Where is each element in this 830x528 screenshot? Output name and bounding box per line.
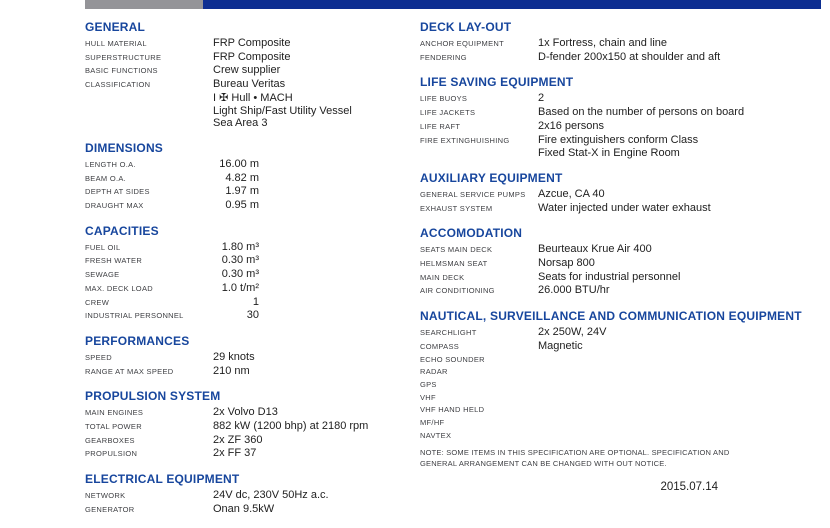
spec-value: Crew supplier: [213, 64, 281, 77]
spec-value: 2x ZF 360: [213, 433, 263, 446]
spec-value: Light Ship/Fast Utility Vessel: [213, 104, 352, 117]
spec-label: FUEL OIL: [85, 242, 121, 252]
spec-label: DEPTH AT SIDES: [85, 187, 150, 197]
spec-row: [420, 51, 825, 65]
spec-value: 2x Volvo D13: [213, 406, 278, 419]
spec-label: LENGTH O.A.: [85, 159, 136, 169]
spec-label: INDUSTRIAL PERSONNEL: [85, 311, 184, 321]
section-capacities: [85, 224, 417, 323]
section-dimensions: [85, 141, 417, 213]
spec-label: LIFE JACKETS: [420, 108, 476, 118]
spec-row: [85, 406, 417, 420]
section-title: DIMENSIONS: [85, 140, 164, 155]
section-title: ELECTRICAL EQUIPMENT: [85, 472, 240, 487]
section-propulsion-system: [85, 389, 417, 461]
spec-value: 0.30 m³: [221, 268, 259, 281]
spec-label: ECHO SOUNDER: [420, 354, 485, 364]
spec-label: BASIC FUNCTIONS: [85, 66, 158, 76]
spec-row: [85, 51, 417, 65]
spec-row: [420, 257, 825, 271]
section-title: NAUTICAL, SURVEILLANCE AND COMMUNICATION EQUIPMENT: [420, 309, 802, 324]
spec-label: MAIN DECK: [420, 272, 465, 282]
spec-label: HELMSMAN SEAT: [420, 259, 488, 269]
spec-value: FRP Composite: [213, 37, 291, 49]
spec-row-continuation: [85, 92, 417, 105]
spec-label: BEAM O.A.: [85, 173, 127, 183]
section-deck-lay-out: [420, 20, 825, 64]
section-life-saving-equipment: [420, 75, 825, 160]
spec-row: [85, 489, 417, 503]
spec-value: Azcue, CA 40: [538, 187, 605, 200]
spec-label: SUPERSTRUCTURE: [85, 52, 162, 62]
spec-label: SEWAGE: [85, 270, 120, 280]
section-electrical-equipment: [85, 472, 417, 516]
spec-value: 1.97 m: [225, 185, 259, 198]
spec-row-continuation: [85, 117, 417, 130]
spec-value: Fixed Stat-X in Engine Room: [538, 147, 680, 160]
section-general: [85, 20, 417, 130]
spec-value: D-fender 200x150 at shoulder and aft: [538, 50, 721, 63]
spec-row: [420, 354, 825, 367]
spec-row: [420, 379, 825, 392]
spec-label: NETWORK: [85, 491, 126, 501]
spec-label: LIFE RAFT: [420, 121, 461, 131]
spec-label: FRESH WATER: [85, 256, 143, 266]
spec-row: [85, 447, 417, 461]
spec-label: TOTAL POWER: [85, 422, 142, 432]
section-title: PROPULSION SYSTEM: [85, 389, 221, 404]
header-bar-blue-segment: [203, 0, 821, 9]
spec-value: 2: [538, 92, 545, 105]
spec-value: 2x16 persons: [538, 119, 605, 132]
spec-label: SEARCHLIGHT: [420, 328, 477, 338]
spec-label: RADAR: [420, 367, 448, 377]
spec-row: [85, 268, 417, 282]
spec-row: [85, 185, 417, 199]
spec-row: [85, 309, 417, 323]
spec-label: CLASSIFICATION: [85, 80, 151, 90]
spec-value: I ✠ Hull • MACH: [213, 91, 293, 104]
spec-value: 2x 250W, 24V: [538, 326, 607, 339]
spec-value: Beurteaux Krue Air 400: [538, 243, 652, 256]
spec-row: [85, 365, 417, 379]
spec-row: [85, 78, 417, 92]
spec-row: [420, 37, 825, 51]
spec-value: Norsap 800: [538, 257, 595, 270]
spec-value: Fire extinguishers conform Class: [538, 133, 699, 146]
spec-label: MF/HF: [420, 418, 445, 428]
spec-value: 26.000 BTU/hr: [538, 284, 610, 297]
spec-label: MAIN ENGINES: [85, 408, 144, 418]
spec-row: [85, 282, 417, 296]
spec-label: VHF: [420, 392, 436, 402]
spec-value: Bureau Veritas: [213, 78, 286, 91]
spec-label: PROPULSION: [85, 449, 138, 459]
spec-row: [85, 241, 417, 255]
spec-value: Onan 9.5kW: [213, 502, 275, 515]
spec-label: DRAUGHT MAX: [85, 201, 144, 211]
spec-row: [85, 64, 417, 78]
spec-label: GEARBOXES: [85, 435, 135, 445]
spec-label: COMPASS: [420, 341, 460, 351]
spec-value: 1.80 m³: [221, 240, 259, 253]
spec-value: 29 knots: [213, 350, 255, 363]
spec-value: Water injected under water exhaust: [538, 201, 711, 214]
spec-row-continuation: [85, 105, 417, 118]
spec-row: [85, 199, 417, 213]
section-title: PERFORMANCES: [85, 333, 190, 348]
spec-label: SPEED: [85, 352, 112, 362]
spec-label: LIFE BUOYS: [420, 94, 468, 104]
spec-value: 1: [252, 295, 259, 308]
document-date: 2015.07.14: [660, 481, 718, 493]
spec-row: [85, 158, 417, 172]
spec-row: [85, 351, 417, 365]
spec-value: 1x Fortress, chain and line: [538, 37, 668, 49]
spec-row: [85, 172, 417, 186]
section-title: CAPACITIES: [85, 223, 159, 238]
spec-value: 210 nm: [213, 364, 250, 377]
section-performances: [85, 334, 417, 378]
spec-row: [420, 106, 825, 120]
spec-value: 24V dc, 230V 50Hz a.c.: [213, 489, 329, 502]
section-title: ACCOMODATION: [420, 226, 523, 241]
spec-row: [420, 120, 825, 134]
spec-row: [85, 37, 417, 51]
spec-label: CREW: [85, 297, 110, 307]
spec-label: GENERAL SERVICE PUMPS: [420, 189, 526, 199]
spec-label: AIR CONDITIONING: [420, 286, 495, 296]
spec-row: [420, 284, 825, 298]
spec-label: FIRE EXTINGHUISHING: [420, 135, 510, 145]
spec-row: [420, 417, 825, 430]
spec-row: [420, 392, 825, 405]
spec-row: [420, 430, 825, 443]
spec-row: [85, 434, 417, 448]
spec-row: [420, 188, 825, 202]
section-accomodation: [420, 226, 825, 298]
spec-label: ANCHOR EQUIPMENT: [420, 39, 504, 48]
spec-label: HULL MATERIAL: [85, 39, 147, 48]
section-title: AUXILIARY EQUIPMENT: [420, 170, 563, 185]
spec-label: NAVTEX: [420, 430, 452, 440]
section-auxiliary-equipment: [420, 171, 825, 215]
spec-label: GPS: [420, 379, 437, 389]
spec-value: 1.0 t/m²: [221, 281, 259, 294]
spec-row: [420, 340, 825, 354]
spec-row: [420, 134, 825, 148]
spec-value: 0.95 m: [225, 199, 259, 212]
spec-row-continuation: [420, 147, 825, 160]
footer-note: NOTE: SOME ITEMS IN THIS SPECIFICATION ARE OPTIONAL. SPECIFICATION AND GENERAL ARRANGEMENT CAN BE CHANGED WITH OUT NOTICE.: [420, 448, 730, 468]
spec-label: VHF HAND HELD: [420, 405, 485, 415]
spec-column-left: [85, 20, 417, 528]
spec-value: 882 kW (1200 bhp) at 2180 rpm: [213, 420, 369, 433]
spec-row: [420, 271, 825, 285]
spec-column-right: [420, 20, 825, 453]
spec-row: [85, 420, 417, 434]
spec-label: SEATS MAIN DECK: [420, 245, 493, 255]
spec-value: Based on the number of persons on board: [538, 106, 745, 119]
spec-label: EXHAUST SYSTEM: [420, 203, 493, 213]
spec-row: [85, 503, 417, 517]
spec-value: Sea Area 3: [213, 117, 268, 130]
spec-label: GENERATOR: [85, 504, 135, 514]
spec-value: 16.00 m: [219, 157, 259, 170]
spec-value: 30: [246, 309, 259, 322]
spec-row: [420, 202, 825, 216]
section-title: LIFE SAVING EQUIPMENT: [420, 75, 574, 90]
spec-row: [420, 243, 825, 257]
spec-label: FENDERING: [420, 52, 467, 62]
section-title: DECK LAY-OUT: [420, 20, 512, 34]
spec-value: FRP Composite: [213, 50, 291, 63]
spec-row: [420, 326, 825, 340]
header-bar-gray-segment: [85, 0, 203, 9]
spec-value: 4.82 m: [225, 171, 259, 184]
spec-value: Seats for industrial personnel: [538, 270, 681, 283]
spec-value: 2x FF 37: [213, 447, 257, 460]
section-title: GENERAL: [85, 20, 146, 34]
spec-label: MAX. DECK LOAD: [85, 283, 153, 293]
section-nautical-surveillance-and-communication-equipment: [420, 309, 825, 442]
spec-value: Magnetic: [538, 339, 583, 352]
spec-label: RANGE AT MAX SPEED: [85, 366, 174, 376]
spec-row: [420, 404, 825, 417]
spec-row: [420, 92, 825, 106]
spec-row: [85, 254, 417, 268]
spec-value: 0.30 m³: [221, 254, 259, 267]
spec-row: [420, 366, 825, 379]
spec-row: [85, 296, 417, 310]
